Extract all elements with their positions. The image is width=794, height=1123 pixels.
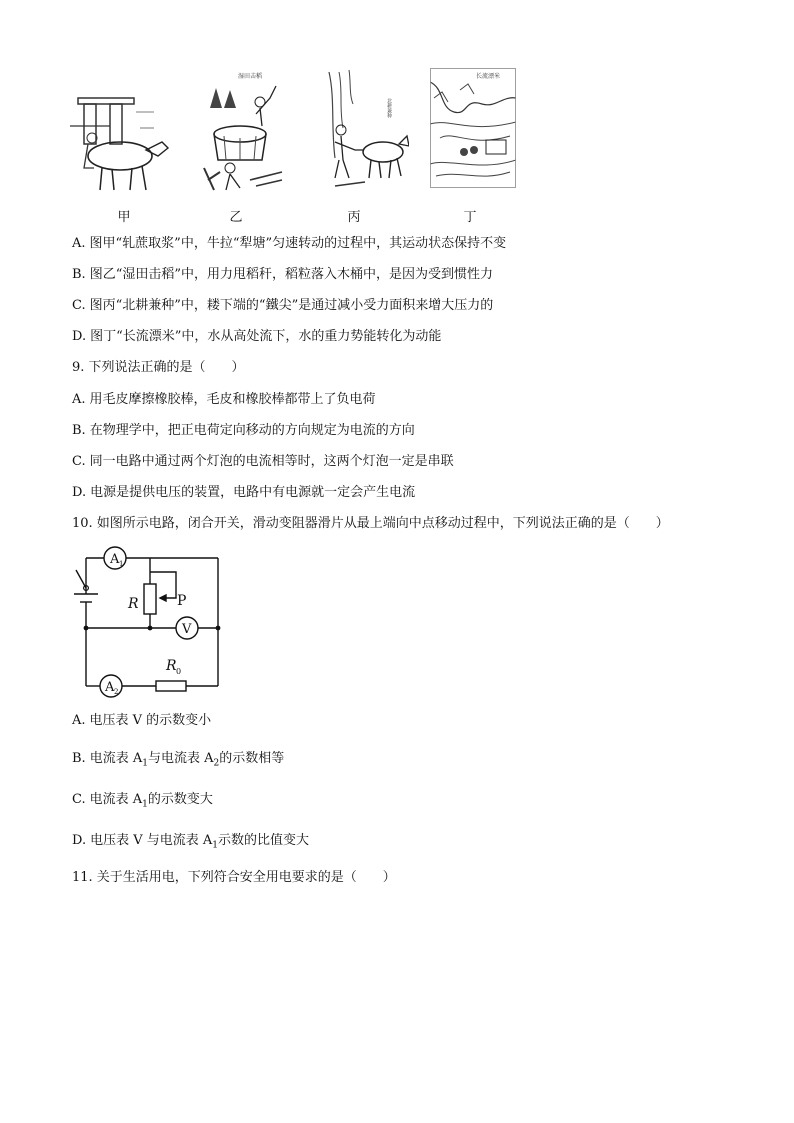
q9-stem: 9. 下列说法正确的是（ ） [72, 360, 245, 375]
resistor-r0-label: R [166, 658, 177, 674]
svg-text:1: 1 [119, 560, 124, 568]
q10-option-b: B. 电流表 $A_1$与电流表 $A_2$的示数相等 [72, 751, 285, 769]
figure-caption-ding: 丁 [463, 210, 477, 225]
voltmeter-v-label: V [182, 622, 192, 637]
q9-option-b: B. 在物理学中，把正电荷定向移动的方向规定为电流的方向 [72, 423, 415, 438]
ammeter-a1-label: A [110, 552, 120, 567]
ammeter-a2-label: A [105, 680, 115, 695]
q8-option-a: A. 图甲“轧蔗取浆”中，牛拉“犁塘”匀速转动的过程中，其运动状态保持不变 [72, 236, 507, 251]
figure-jia-illustration [70, 68, 172, 196]
q8-option-d: D. 图丁“长流漂米”中，水从高处流下，水的重力势能转化为动能 [72, 329, 442, 344]
figure-caption-jia: 甲 [117, 210, 131, 225]
q10-circuit-diagram [70, 540, 230, 700]
svg-text:湿田击稻: 湿田击稻 [238, 73, 263, 80]
q9-option-d: D. 电源是提供电压的装置，电路中有电源就一定会产生电流 [72, 485, 416, 500]
svg-text:北耕兼种: 北耕兼种 [386, 98, 392, 118]
figure-caption-bing: 丙 [347, 210, 361, 225]
q10-option-c: C. 电流表 $A_1$的示数变大 [72, 792, 213, 810]
figure-caption-yi: 乙 [229, 210, 243, 225]
resistor-r-label: R [128, 596, 139, 612]
svg-text:0: 0 [176, 667, 182, 676]
q9-option-a: A. 用毛皮摩擦橡胶棒，毛皮和橡胶棒都带上了负电荷 [72, 392, 376, 407]
svg-text:长流漂米: 长流漂米 [476, 73, 501, 80]
q8-option-b: B. 图乙“湿田击稻”中，用力甩稻秆，稻粒落入木桶中，是因为受到惯性力 [72, 267, 493, 282]
q10-option-a: A. 电压表 V 的示数变小 [72, 713, 212, 728]
svg-text:2: 2 [114, 688, 119, 696]
figure-bing-illustration [325, 68, 409, 196]
slider-p-label: P [177, 593, 187, 609]
q11-stem: 11. 关于生活用电，下列符合安全用电要求的是（ ） [72, 870, 396, 885]
figure-ding-illustration [430, 68, 516, 188]
q10-stem: 10. 如图所示电路，闭合开关，滑动变阻器滑片从最上端向中点移动过程中，下列说法正确的是（ ） [72, 516, 669, 531]
q10-option-d: D. 电压表 V 与电流表 $A_1$示数的比值变大 [72, 833, 310, 851]
q8-option-c: C. 图丙“北耕兼种”中，耧下端的“鐵尖”是通过减小受力面积来增大压力的 [72, 298, 494, 313]
figure-yi-illustration [200, 68, 286, 196]
q9-option-c: C. 同一电路中通过两个灯泡的电流相等时，这两个灯泡一定是串联 [72, 454, 454, 469]
